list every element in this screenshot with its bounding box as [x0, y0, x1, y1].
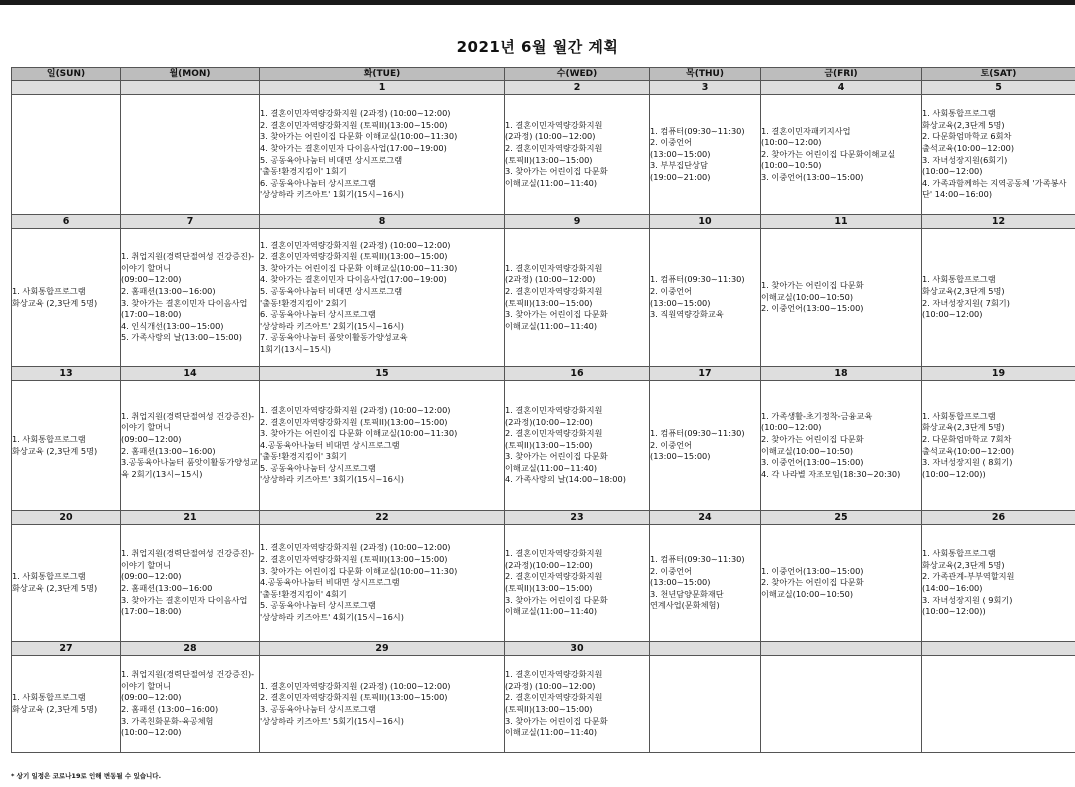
- date-number: 16: [505, 367, 650, 381]
- day-schedule: 1. 사회통합프로그램 화상교육 (2,3단계 5명): [12, 656, 121, 753]
- date-number: 19: [922, 367, 1075, 381]
- date-number: 11: [761, 215, 922, 229]
- day-schedule: 1. 결혼이민자역량강화지원 (2과정) (10:00~12:00) 2. 결혼이민자역량강화지원 (토픽II)(13:00~15:00) 3. 찾아가는 어린이집 다문화 이해교실(10:00~11:30) 4.공동육아나눔터 비대면 상시프로그램 '출동!환경지킴이' 3회기 5. 공동육아나눔터 상시프로그램 '상상하라 키즈아트' 3회기(15시~16시): [260, 381, 505, 511]
- schedule-row: [12, 525, 1075, 642]
- date-number: [650, 642, 761, 656]
- day-schedule: 1. 결혼이민자패키지사업 (10:00~12:00) 2. 찾아가는 어린이집 다문화이해교실(10:00~10:50) 3. 이중언어(13:00~15:00): [761, 95, 922, 215]
- date-number: 7: [121, 215, 260, 229]
- top-border: [0, 0, 1075, 5]
- day-schedule: 1. 취업지원(경력단절여성 건강증진)-이야기 할머니 (09:00~12:00) 2. 홈패션(13:00~16:00 3. 찾아가는 결혼이민자 다이음사업(17:00~18:00): [121, 525, 260, 642]
- date-number: 12: [922, 215, 1075, 229]
- date-number: 30: [505, 642, 650, 656]
- date-row: [12, 215, 1075, 229]
- date-number: [12, 81, 121, 95]
- date-number: 27: [12, 642, 121, 656]
- day-schedule: 1. 결혼이민자역량강화지원 (2과정) (10:00~12:00) 2. 결혼이민자역량강화지원 (토픽II)(13:00~15:00) 3. 공동육아나눔터 상시프로그램 '상상하라 키즈아트' 5회기(15시~16시): [260, 656, 505, 753]
- day-schedule: 1. 사회통합프로그램 화상교육(2,3단계 5명) 2. 다문화엄마학교 7회차 출석교육(10:00~12:00) 3. 자녀성장지원 ( 8회기) (10:00~12:00)): [922, 381, 1075, 511]
- date-number: 1: [260, 81, 505, 95]
- date-number: 24: [650, 511, 761, 525]
- page-title: 2021년 6월 월간 계획: [456, 38, 619, 56]
- header-tue: 화(TUE): [260, 68, 505, 81]
- date-number: 13: [12, 367, 121, 381]
- date-number: [922, 642, 1075, 656]
- header-mon: 월(MON): [121, 68, 260, 81]
- date-number: 8: [260, 215, 505, 229]
- day-schedule: 1. 취업지원(경력단절여성 건강증진)-이야기 할머니 (09:00~12:00) 2. 홈패션 (13:00~16:00) 3. 가족친화문화-육공체험 (10:00~12:00): [121, 656, 260, 753]
- day-schedule: 1. 컴퓨터(09:30~11:30) 2. 이중언어 (13:00~15:00) 3. 부부집단상담 (19:00~21:00): [650, 95, 761, 215]
- date-number: 25: [761, 511, 922, 525]
- day-schedule: 1. 사회통합프로그램 화상교육(2,3단계 5명) 2. 자녀성장지원( 7회기) (10:00~12:00): [922, 229, 1075, 367]
- day-schedule: 1. 컴퓨터(09:30~11:30) 2. 이중언어 (13:00~15:00) 3. 직원역량강화교육: [650, 229, 761, 367]
- date-row: [12, 511, 1075, 525]
- date-number: 28: [121, 642, 260, 656]
- schedule-row: [12, 381, 1075, 511]
- date-number: 26: [922, 511, 1075, 525]
- day-schedule: 1. 사회통합프로그램 화상교육 (2,3단계 5명): [12, 525, 121, 642]
- day-schedule: [121, 95, 260, 215]
- day-schedule: [12, 95, 121, 215]
- header-fri: 금(FRI): [761, 68, 922, 81]
- header-sat: 토(SAT): [922, 68, 1075, 81]
- day-schedule: 1. 이중언어(13:00~15:00) 2. 찾아가는 어린이집 다문화 이해교실(10:00~10:50): [761, 525, 922, 642]
- day-schedule: 1. 결혼이민자역량강화지원 (2과정) (10:00~12:00) 2. 결혼이민자역량강화지원 (토픽II)(13:00~15:00) 3. 찾아가는 어린이집 다문화 이해교실(10:00~11:30) 4. 찾아가는 결혼이민자 다이음사업(17:00~19:00) 5. 공동육아나눔터 비대면 상시프로그램 '출동!환경지킴이' 1회기 6. 공동육아나눔터 상시프로그램 '상상하라 키즈아트' 1회기(15시~16시): [260, 95, 505, 215]
- schedule-row: [12, 656, 1075, 753]
- day-schedule: 1. 사회통합프로그램 화상교육(2,3단계 5명) 2. 가족관계-부부역할지원 (14:00~16:00) 3. 자녀성장지원 ( 9회기) (10:00~12:00)): [922, 525, 1075, 642]
- day-schedule: 1. 결혼이민자역량강화지원 (2과정) (10:00~12:00) 2. 결혼이민자역량강화지원 (토픽II)(13:00~15:00) 3. 찾아가는 어린이집 다문화 이해교실(10:00~11:30) 4. 찾아가는 결혼이민자 다이음사업(17:00~19:00) 5. 공동육아나눔터 비대면 상시프로그램 '출동!환경지킴이' 2회기 6. 공동육아나눔터 상시프로그램 '상상하라 키즈아트' 2회기(15시~16시) 7. 공동육아나눔터 품앗이활동가양성교육 1회기(13시~15시): [260, 229, 505, 367]
- date-row: [12, 81, 1075, 95]
- day-schedule: 1. 컴퓨터(09:30~11:30) 2. 이중언어 (13:00~15:00): [650, 381, 761, 511]
- date-number: 20: [12, 511, 121, 525]
- day-schedule: 1. 결혼이민자역량강화지원 (2과정) (10:00~12:00) 2. 결혼이민자역량강화지원 (토픽II)(13:00~15:00) 3. 찾아가는 어린이집 다문화 이해교실(11:00~11:40): [505, 229, 650, 367]
- date-number: 3: [650, 81, 761, 95]
- date-number: 14: [121, 367, 260, 381]
- day-schedule: 1. 결혼이민자역량강화지원 (2과정) (10:00~12:00) 2. 결혼이민자역량강화지원 (토픽II)(13:00~15:00) 3. 찾아가는 어린이집 다문화 이해교실(10:00~11:30) 4.공동육아나눔터 비대면 상시프로그램 '출동!환경지킴이' 4회기 5. 공동육아나눔터 상시프로그램 '상상하라 키즈아트' 4회기(15시~16시): [260, 525, 505, 642]
- date-number: 22: [260, 511, 505, 525]
- date-number: 21: [121, 511, 260, 525]
- date-row: [12, 642, 1075, 656]
- header-sun: 일(SUN): [12, 68, 121, 81]
- date-number: 17: [650, 367, 761, 381]
- day-schedule: 1. 찾아가는 어린이집 다문화 이해교실(10:00~10:50) 2. 이중언어(13:00~15:00): [761, 229, 922, 367]
- day-schedule: 1. 취업지원(경력단절여성 건강증진)-이야기 할머니 (09:00~12:00) 2. 홈패션(13:00~16:00) 3.공동육아나눔터 품앗이활동가양성교육 2회기(13시~15시): [121, 381, 260, 511]
- date-row: [12, 367, 1075, 381]
- date-number: [761, 642, 922, 656]
- day-schedule: 1. 사회통합프로그램 화상교육 (2,3단계 5명): [12, 381, 121, 511]
- date-number: 6: [12, 215, 121, 229]
- day-schedule: 1. 결혼이민자역량강화지원 (2과정) (10:00~12:00) 2. 결혼이민자역량강화지원 (토픽II)(13:00~15:00) 3. 찾아가는 어린이집 다문화 이해교실(11:00~11:40): [505, 95, 650, 215]
- date-number: 9: [505, 215, 650, 229]
- date-number: 23: [505, 511, 650, 525]
- day-schedule: [922, 656, 1075, 753]
- date-number: 29: [260, 642, 505, 656]
- day-schedule: 1. 사회통합프로그램 화상교육(2,3단계 5명) 2. 다문화엄마학교 6회차 출석교육(10:00~12:00) 3. 자녀성장지원(6회기) (10:00~12:00) 4. 가족과함께하는 지역공동체 '가족봉사단' 14:00~16:00): [922, 95, 1075, 215]
- date-number: 10: [650, 215, 761, 229]
- day-schedule: 1. 결혼이민자역량강화지원 (2과정)(10:00~12:00) 2. 결혼이민자역량강화지원 (토픽II)(13:00~15:00) 3. 찾아가는 어린이집 다문화 이해교실(11:00~11:40) 4. 가족사랑의 날(14:00~18:00): [505, 381, 650, 511]
- date-number: 5: [922, 81, 1075, 95]
- day-schedule: [761, 656, 922, 753]
- header-thu: 목(THU): [650, 68, 761, 81]
- day-schedule: [650, 656, 761, 753]
- day-schedule: 1. 결혼이민자역량강화지원 (2과정)(10:00~12:00) 2. 결혼이민자역량강화지원 (토픽II)(13:00~15:00) 3. 찾아가는 어린이집 다문화 이해교실(11:00~11:40): [505, 525, 650, 642]
- day-schedule: 1. 가족생활-초기정착-금융교육 (10:00~12:00) 2. 찾아가는 어린이집 다문화 이해교실(10:00~10:50) 3. 이중언어(13:00~15:00) 4. 각 나라별 자조모임(18:30~20:30): [761, 381, 922, 511]
- date-number: 18: [761, 367, 922, 381]
- date-number: [121, 81, 260, 95]
- day-schedule: 1. 사회통합프로그램 화상교육 (2,3단계 5명): [12, 229, 121, 367]
- header-wed: 수(WED): [505, 68, 650, 81]
- date-number: 2: [505, 81, 650, 95]
- weekday-header-row: [12, 68, 1075, 81]
- schedule-row: [12, 229, 1075, 367]
- date-number: 15: [260, 367, 505, 381]
- schedule-row: [12, 95, 1075, 215]
- day-schedule: 1. 취업지원(경력단절여성 건강증진)-이야기 할머니 (09:00~12:00) 2. 홈패션(13:00~16:00) 3. 찾아가는 결혼이민자 다이음사업(17:00~18:00) 4. 인식개선(13:00~15:00) 5. 가족사랑의 날(13:00~15:00): [121, 229, 260, 367]
- calendar-table: [11, 67, 1075, 753]
- day-schedule: 1. 컴퓨터(09:30~11:30) 2. 이중언어 (13:00~15:00) 3. 천년담양문화재단 연계사업(문화체험): [650, 525, 761, 642]
- day-schedule: 1. 결혼이민자역량강화지원 (2과정) (10:00~12:00) 2. 결혼이민자역량강화지원 (토픽II)(13:00~15:00) 3. 찾아가는 어린이집 다문화 이해교실(11:00~11:40): [505, 656, 650, 753]
- footnote: * 상기 일정은 코로나19로 인해 변동될 수 있습니다.: [11, 772, 162, 780]
- date-number: 4: [761, 81, 922, 95]
